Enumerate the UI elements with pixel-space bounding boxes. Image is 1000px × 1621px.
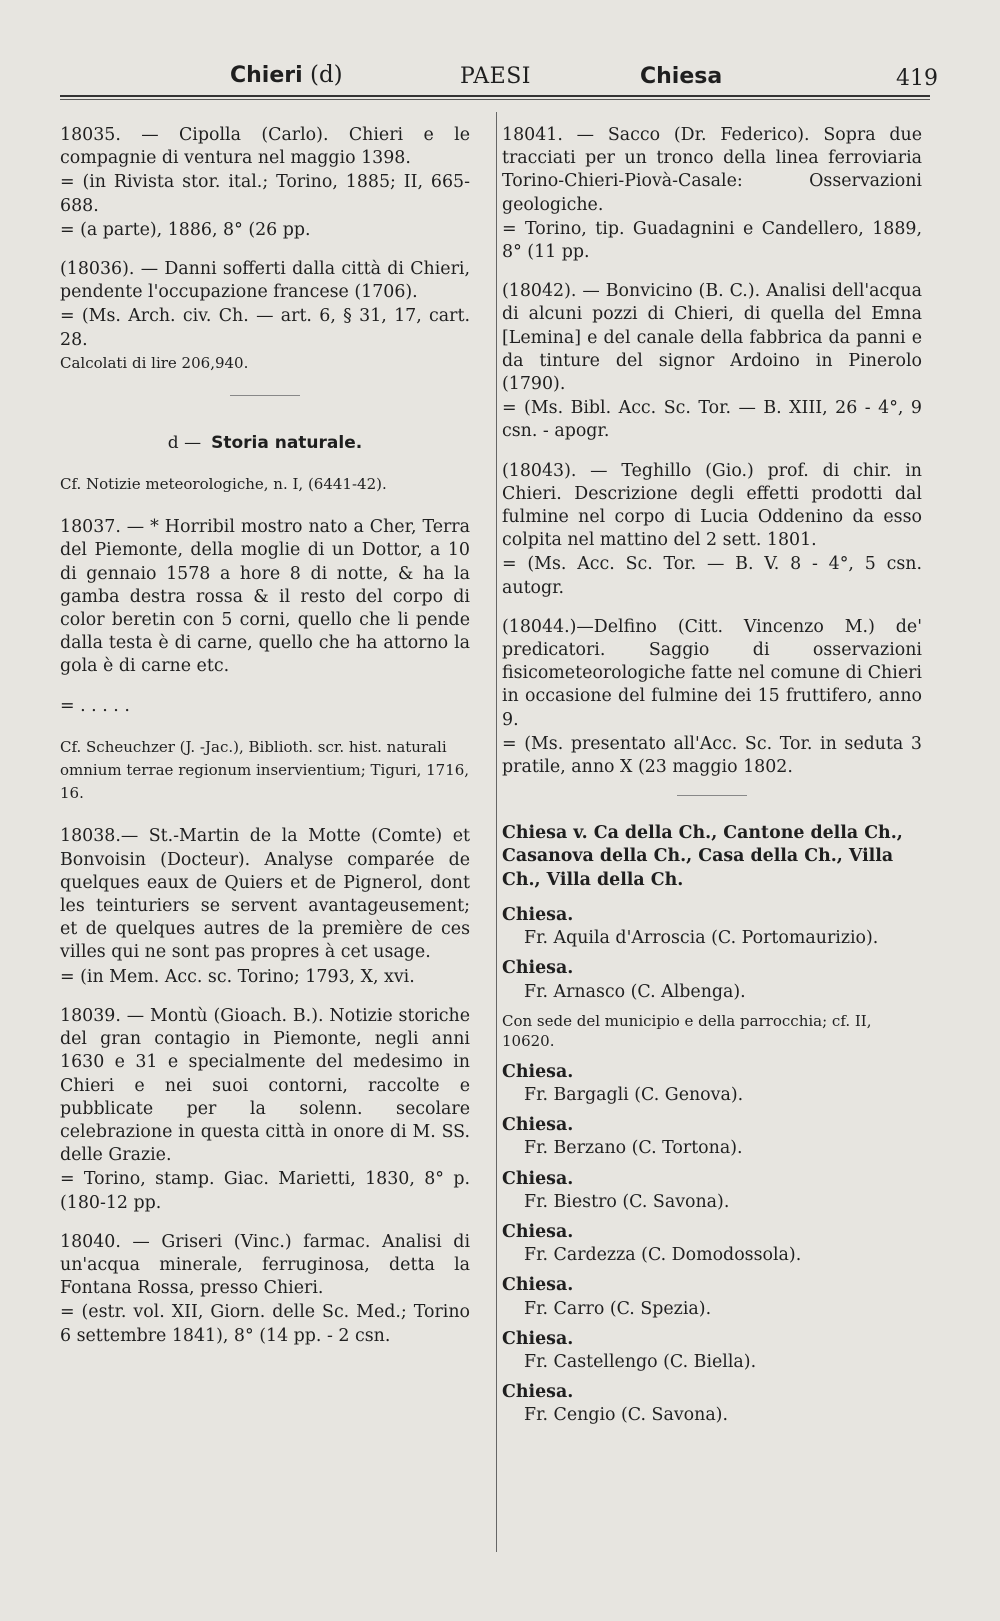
column-divider <box>496 112 497 1552</box>
chiesa-item: Chiesa. Fr. Arnasco (C. Albenga). <box>502 958 746 1002</box>
section-title: d — Storia naturale. <box>167 432 363 453</box>
entry-18042: (18042). — Bonvicino (B. C.). Analisi dell'acqua di alcuni pozzi di Chieri, di quella del Emna [Lemina] e del canale della fabbrica da panni e da tinture del signor Ardoino in Pinerolo (1790). = (Ms. Bibl. Acc. Sc. Tor. — B. XIII, 26 - 4°, 9 csn. - apogr. <box>502 281 922 442</box>
ellipsis-ref: = . . . . . <box>60 695 130 716</box>
see-also: Chiesa v. Ca della Ch., Cantone della Ch., Casanova della Ch., Casa della Ch., Villa Ch., Villa della Ch. <box>502 823 903 890</box>
chiesa-item: Chiesa. Fr. Bargagli (C. Genova). <box>502 1061 744 1105</box>
chiesa-item: Chiesa. Fr. Carro (C. Spezia). <box>502 1275 712 1319</box>
header-center: PAESI <box>460 64 531 89</box>
page-number: 419 <box>896 66 938 91</box>
entry-18041: 18041. — Sacco (Dr. Federico). Sopra due tracciati per un tronco della linea ferroviaria Torino-Chieri-Piovà-Casale: Osservazioni geologiche. = Torino, tip. Guadagnini e Candellero, 1889, 8° (11 pp. <box>502 125 922 263</box>
chiesa-item: Chiesa. Fr. Cardezza (C. Domodossola). <box>502 1221 802 1266</box>
header-rule <box>60 95 930 97</box>
entry-18043: (18043). — Teghillo (Gio.) prof. di chir. in Chieri. Descrizione degli effetti prodotti dal fulmine nel corpo di Lucia Oddenino da esso colpita nel mattino del 2 sett. 1801. = (Ms. Acc. Sc. Tor. — B. V. 8 - 4°, 5 csn. autogr. <box>502 460 922 598</box>
chiesa-item: Chiesa. Fr. Cengio (C. Savona). <box>502 1382 728 1426</box>
entry-18039: 18039. — Montù (Gioach. B.). Notizie storiche del gran contagio in Piemonte, negli anni 1630 e 31 e specialmente del medesimo in Chieri e nei suoi contorni, raccolte e pubblicate per la solenn. secolare celebrazione in questa città in onore di M. SS. delle Grazie. = Torino, stamp. Giac. Marietti, 1830, 8° p. (180-12 pp. <box>60 1005 470 1213</box>
chiesa-note: Con sede del municipio e della parrocchia; cf. II, 10620. <box>502 1011 872 1050</box>
entry-18040: 18040. — Griseri (Vinc.) farmac. Analisi di un'acqua minerale, ferruginosa, detta la Fontana Rossa, presso Chieri. = (estr. vol. XII, Giorn. delle Sc. Med.; Torino 6 settembre 1841), 8° (14 pp. - 2 csn. <box>60 1231 470 1346</box>
entry-18037: 18037. — * Horribil mostro nato a Cher, Terra del Piemonte, della moglie di un Dottor, a 10 di gennaio 1578 a hore 8 di notte, & ha la gamba destra rossa & il resto del corpo di color beretin con 5 corni, quello che li pende dalla testa è di carne, quello che ha attorno la gola è di carne etc. <box>60 517 470 677</box>
chiesa-item: Chiesa. Fr. Castellengo (C. Biella). <box>502 1328 757 1372</box>
entry-18044: (18044.)—Delfino (Citt. Vincenzo M.) de' predicatori. Saggio di osservazioni fisicometeorologiche fatte nel comune di Chieri in occasione del fulmine dei 15 fruttifero, anno 9. = (Ms. presentato all'Acc. Sc. Tor. in seduta 3 pratile, anno X (23 maggio 1802. <box>502 616 922 778</box>
header-rule-thin <box>60 99 930 100</box>
header-right: Chiesa <box>640 64 723 89</box>
cf-scheuchzer: Cf. Scheuchzer (J. -Jac.), Biblioth. scr. hist. naturali omnium terrae regionum inservientium; Tiguri, 1716, 16. <box>60 737 470 803</box>
header-left: Chieri (d) <box>230 62 343 88</box>
cf-note: Cf. Notizie meteorologiche, n. I, (6441-42). <box>60 475 387 494</box>
section-divider-right <box>677 795 747 796</box>
left-column <box>60 124 470 1364</box>
page-header <box>60 54 938 100</box>
entry-18036: (18036). — Danni sofferti dalla città di Chieri, pendente l'occupazione francese (1706). = (Ms. Arch. civ. Ch. — art. 6, § 31, 17, cart. 28. Calcolati di lire 206,940. <box>60 259 470 372</box>
chiesa-item: Chiesa. Fr. Biestro (C. Savona). <box>502 1168 730 1212</box>
entry-18038: 18038.— St.-Martin de la Motte (Comte) et Bonvoisin (Docteur). Analyse comparée de quelques eaux de Quiers et de Pignerol, dont les teinturiers se servent avantageusement; et de quelques autres de la première de ces villes qui ne sont pas propres à cet usage. = (in Mem. Acc. sc. Torino; 1793, X, xvi. <box>60 826 470 987</box>
chiesa-item: Chiesa. Fr. Berzano (C. Tortona). <box>502 1115 743 1159</box>
right-column <box>502 124 922 1435</box>
chiesa-item: Chiesa. Fr. Aquila d'Arroscia (C. Portomaurizio). <box>502 904 879 949</box>
section-divider <box>230 395 300 396</box>
entry-18035: 18035. — Cipolla (Carlo). Chieri e le compagnie di ventura nel maggio 1398. = (in Rivista stor. ital.; Torino, 1885; II, 665-688. = (a parte), 1886, 8° (26 pp. <box>60 125 470 240</box>
